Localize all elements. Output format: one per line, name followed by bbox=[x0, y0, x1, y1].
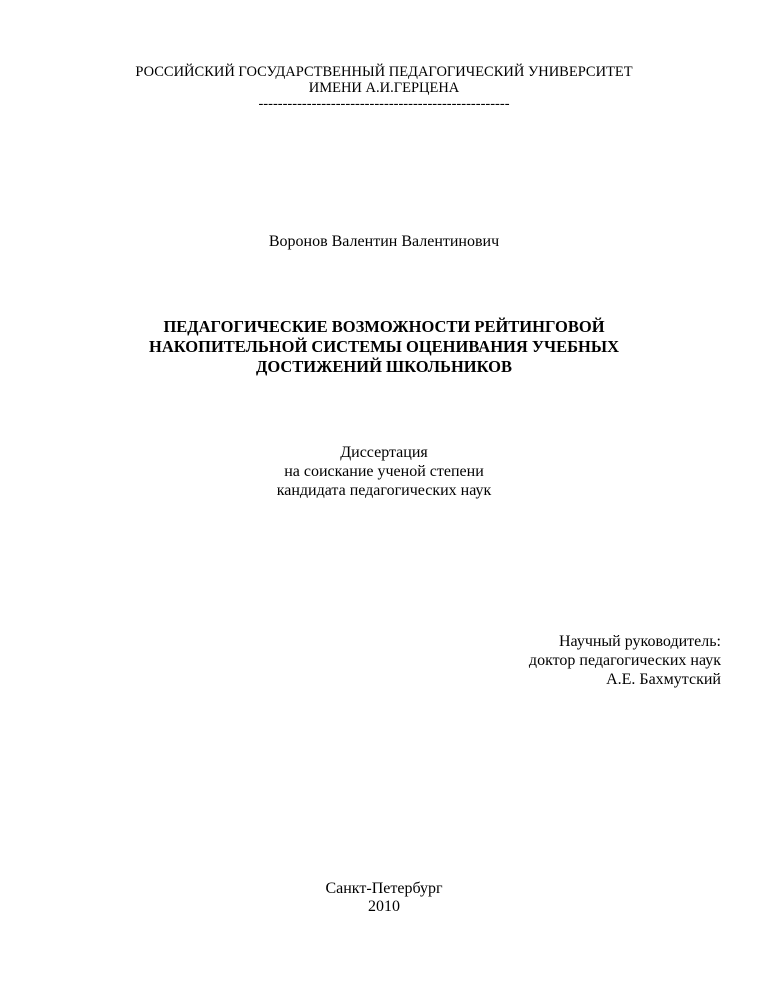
title-line3: ДОСТИЖЕНИЙ ШКОЛЬНИКОВ bbox=[255, 357, 513, 376]
year: 2010 bbox=[368, 898, 400, 915]
dissertation-title bbox=[0, 317, 768, 377]
advisor-degree: доктор педагогических наук bbox=[528, 652, 721, 669]
degree-line2: на соискание ученой степени bbox=[284, 463, 484, 480]
university-name-line1: РОССИЙСКИЙ ГОСУДАРСТВЕННЫЙ ПЕДАГОГИЧЕСКИЙ УНИВЕРСИТЕТ bbox=[135, 64, 633, 80]
header-separator: ---------------------------------------------------- bbox=[258, 96, 510, 112]
advisor-name: А.Е. Бахмутский bbox=[606, 671, 721, 688]
degree-line1: Диссертация bbox=[340, 444, 428, 461]
university-name-line2: ИМЕНИ А.И.ГЕРЦЕНА bbox=[308, 80, 460, 96]
author-name: Воронов Валентин Валентинович bbox=[268, 233, 500, 250]
degree-line3: кандидата педагогических наук bbox=[276, 482, 492, 499]
scientific-advisor bbox=[529, 632, 721, 689]
place-and-year bbox=[0, 880, 768, 916]
title-line2: НАКОПИТЕЛЬНОЙ СИСТЕМЫ ОЦЕНИВАНИЯ УЧЕБНЫХ bbox=[148, 337, 620, 356]
title-line1: ПЕДАГОГИЧЕСКИЕ ВОЗМОЖНОСТИ РЕЙТИНГОВОЙ bbox=[163, 317, 605, 336]
university-header bbox=[0, 64, 768, 112]
city: Санкт-Петербург bbox=[325, 880, 443, 897]
advisor-label: Научный руководитель: bbox=[558, 633, 721, 650]
degree-statement bbox=[0, 443, 768, 500]
